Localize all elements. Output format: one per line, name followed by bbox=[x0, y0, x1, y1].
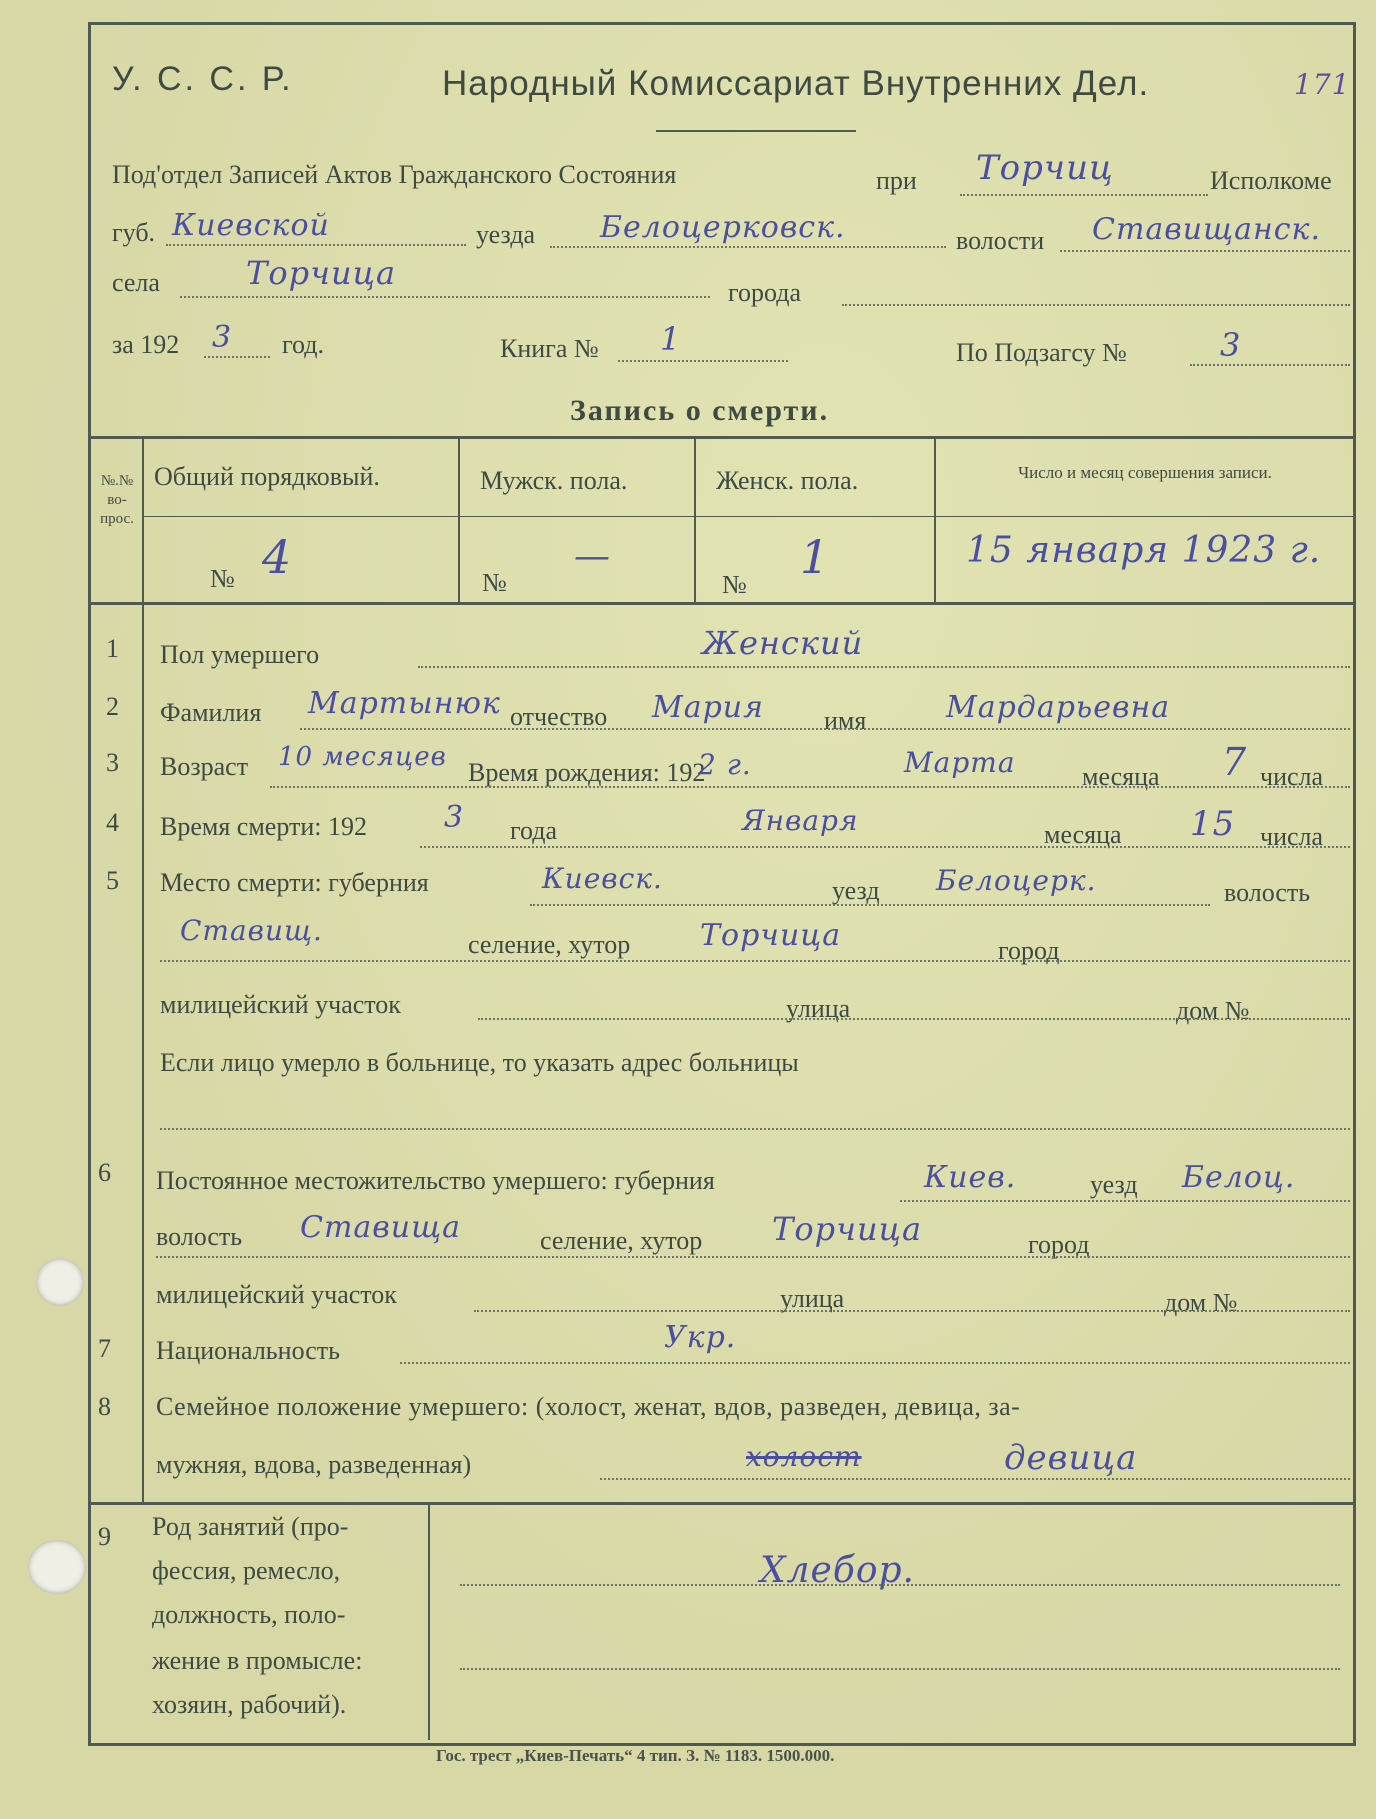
row-4-death-year: 3 bbox=[444, 800, 465, 835]
uezd-dotted-line bbox=[550, 246, 946, 248]
male-value: — bbox=[574, 536, 611, 577]
row-6-volost-label: волость bbox=[156, 1222, 243, 1251]
row-5-uezd-value: Белоцерк. bbox=[936, 864, 1097, 897]
row-2-name-label: имя bbox=[824, 706, 867, 735]
row-5-volost-value: Ставищ. bbox=[180, 914, 323, 947]
row-2-otch-value: Мария bbox=[652, 690, 764, 725]
selo-label: села bbox=[112, 268, 160, 297]
col-female-header: Женск. пола. bbox=[716, 466, 859, 495]
row-9-label-l2: фессия, ремесло, bbox=[152, 1556, 341, 1585]
row-5-hospital-label: Если лицо умерло в больнице, то указать адрес больницы bbox=[160, 1048, 799, 1077]
row-6-dotted-line-1 bbox=[900, 1200, 1350, 1202]
table-col-divider-3 bbox=[694, 436, 696, 602]
table-header-divider bbox=[144, 516, 1353, 517]
row-1-dotted-line bbox=[418, 666, 1350, 668]
gub-dotted-line bbox=[166, 244, 466, 246]
subregister-value: 3 bbox=[1220, 326, 1242, 364]
row-3-day-label: числа bbox=[1260, 762, 1324, 791]
row-6-number: 6 bbox=[98, 1158, 111, 1187]
row-6-volost-value: Ставища bbox=[300, 1210, 461, 1245]
gub-label: губ. bbox=[112, 218, 156, 247]
row-4-dotted-line bbox=[420, 846, 1350, 848]
row-5-selo-label: селение, хутор bbox=[468, 930, 631, 959]
female-value: 1 bbox=[800, 530, 831, 584]
female-no-prefix: № bbox=[722, 570, 747, 599]
row-4-label: Время смерти: 192 bbox=[160, 812, 367, 841]
row-4-month-label: месяца bbox=[1044, 820, 1122, 849]
row-2-name-value: Мардарьевна bbox=[946, 690, 1171, 725]
commissariat-title: Народный Комиссариат Внутренних Дел. bbox=[442, 64, 1150, 103]
row-8-value: девица bbox=[1004, 1438, 1138, 1478]
row-9-label-l3: должность, поло- bbox=[152, 1600, 346, 1629]
row-9-number: 9 bbox=[98, 1522, 111, 1551]
row-6-gub-value: Киев. bbox=[924, 1160, 1017, 1195]
row-3-month-label: месяца bbox=[1082, 762, 1160, 791]
general-value: 4 bbox=[262, 530, 293, 584]
row-5-uezd-label: уезд bbox=[832, 876, 880, 905]
gub-value: Киевской bbox=[172, 208, 330, 243]
row-6-house-label: дом № bbox=[1164, 1288, 1238, 1317]
row-6-street-label: улица bbox=[780, 1284, 845, 1313]
punch-hole-bottom bbox=[28, 1540, 86, 1594]
row-3-number: 3 bbox=[106, 748, 119, 777]
row-7-value: Укр. bbox=[664, 1320, 737, 1355]
table-col-divider-4 bbox=[934, 436, 936, 602]
row-6-uezd-label: уезд bbox=[1090, 1170, 1138, 1199]
row-9-dotted-line-1 bbox=[460, 1584, 1340, 1586]
row-7-label: Национальность bbox=[156, 1336, 340, 1365]
col-date-header: Число и месяц совершения записи. bbox=[1018, 463, 1272, 482]
row-2-family-label: Фамилия bbox=[160, 698, 262, 727]
row-9-top-line bbox=[91, 1502, 1353, 1505]
row-2-number: 2 bbox=[106, 692, 119, 721]
office-label-suffix: Исполкоме bbox=[1210, 166, 1332, 195]
book-dotted-line bbox=[618, 360, 788, 362]
office-dotted-line bbox=[960, 194, 1208, 196]
row-number-column-line bbox=[142, 602, 144, 1502]
row-2-dotted-line bbox=[300, 728, 1350, 730]
date-value: 15 января 1923 г. bbox=[966, 530, 1322, 571]
row-4-death-month: Января bbox=[742, 804, 859, 837]
subregister-dotted-line bbox=[1190, 364, 1350, 366]
general-no-prefix: № bbox=[210, 564, 235, 593]
row-4-number: 4 bbox=[106, 808, 119, 837]
row-3-birth-label: Время рождения: 192 bbox=[468, 758, 706, 787]
row-7-number: 7 bbox=[98, 1334, 111, 1363]
male-no-prefix: № bbox=[482, 568, 507, 597]
row-8-struck-value: холост bbox=[746, 1440, 862, 1473]
row-9-label-l5: хозяин, рабочий). bbox=[152, 1690, 347, 1719]
office-label-pri: при bbox=[876, 166, 917, 195]
row-1-value: Женский bbox=[702, 624, 864, 662]
uezd-label: уезда bbox=[476, 220, 536, 249]
row-6-gorod-label: город bbox=[1028, 1230, 1090, 1259]
year-dotted-line bbox=[204, 356, 270, 358]
republic-label: У. С. С. Р. bbox=[112, 60, 294, 98]
subregister-label: По Подзагсу № bbox=[956, 338, 1127, 367]
row-3-birth-year: 2 г. bbox=[698, 748, 752, 781]
row-6-militia-label: милицейский участок bbox=[156, 1280, 397, 1309]
page-number: 171 bbox=[1294, 68, 1351, 101]
row-5-hospital-dotted-line bbox=[160, 1128, 1350, 1130]
row-4-day-label: числа bbox=[1260, 822, 1324, 851]
punch-hole-top bbox=[36, 1258, 84, 1306]
row-8-label-line2: мужняя, вдова, разведенная) bbox=[156, 1450, 472, 1479]
row-3-age-value: 10 месяцев bbox=[278, 742, 447, 772]
row-3-birth-month: Марта bbox=[904, 746, 1016, 779]
row-8-number: 8 bbox=[98, 1392, 111, 1421]
selo-dotted-line bbox=[180, 296, 710, 298]
record-title: Запись о смерти. bbox=[570, 394, 830, 427]
row-5-house-label: дом № bbox=[1176, 996, 1250, 1025]
row-5-selo-value: Торчица bbox=[700, 918, 842, 953]
row-5-volost-label: волость bbox=[1224, 878, 1311, 907]
row-6-selo-value: Торчица bbox=[772, 1210, 923, 1248]
row-1-number: 1 bbox=[106, 634, 119, 663]
volost-label: волости bbox=[956, 226, 1045, 255]
gorod-label: города bbox=[728, 278, 802, 307]
row-5-street-label: улица bbox=[786, 994, 851, 1023]
row-5-gorod-label: город bbox=[998, 936, 1060, 965]
row-6-dotted-line-3 bbox=[474, 1310, 1350, 1312]
year-value: 3 bbox=[212, 320, 233, 355]
row-6-uezd-value: Белоц. bbox=[1182, 1160, 1296, 1195]
row-5-label: Место смерти: губерния bbox=[160, 868, 429, 897]
row-9-label-l4: жение в промысле: bbox=[152, 1646, 363, 1675]
row-5-gub-value: Киевск. bbox=[542, 862, 663, 895]
row-3-birth-day: 7 bbox=[1222, 740, 1248, 784]
row-2-family-value: Мартынюк bbox=[308, 686, 501, 721]
year-label: за 192 bbox=[112, 330, 180, 359]
row-9-dotted-line-2 bbox=[460, 1668, 1340, 1670]
row-2-otch-label: отчество bbox=[510, 702, 608, 731]
row-5-dotted-line-1 bbox=[530, 904, 1210, 906]
selo-value: Торчица bbox=[246, 254, 397, 292]
row-3-label: Возраст bbox=[160, 752, 249, 781]
table-bottom-line bbox=[91, 602, 1353, 605]
row-6-selo-label: селение, хутор bbox=[540, 1226, 703, 1255]
row-4-year-label: года bbox=[510, 816, 558, 845]
row-9-value: Хлебор. bbox=[760, 1550, 915, 1591]
row-5-dotted-line-3 bbox=[478, 1018, 1350, 1020]
row-5-militia-label: милицейский участок bbox=[160, 990, 401, 1019]
row-6-dotted-line-2 bbox=[156, 1256, 1350, 1258]
table-col-divider-2 bbox=[458, 436, 460, 602]
volost-value: Ставищанск. bbox=[1092, 212, 1321, 247]
book-label: Книга № bbox=[500, 334, 599, 363]
printer-footer: Гос. трест „Киев-Печать“ 4 тип. З. № 1183. 1500.000. bbox=[436, 1746, 835, 1765]
row-8-label-line1: Семейное положение умершего: (холост, женат, вдов, разведен, девица, за- bbox=[156, 1392, 1021, 1421]
row-9-label-l1: Род занятий (про- bbox=[152, 1512, 349, 1541]
row-9-label-divider bbox=[428, 1502, 430, 1740]
year-suffix: год. bbox=[282, 330, 324, 359]
volost-dotted-line bbox=[1060, 250, 1350, 252]
header-underline bbox=[656, 130, 856, 132]
col-male-header: Мужск. пола. bbox=[480, 466, 628, 495]
row-4-death-day: 15 bbox=[1190, 804, 1236, 844]
table-col-divider-1 bbox=[142, 436, 144, 602]
uezd-value: Белоцерковск. bbox=[600, 210, 846, 245]
col-num-header: №.№ во-прос. bbox=[100, 473, 134, 527]
row-5-number: 5 bbox=[106, 866, 119, 895]
gorod-dotted-line bbox=[842, 304, 1350, 306]
row-8-dotted-line bbox=[600, 1478, 1350, 1480]
row-1-label: Пол умершего bbox=[160, 640, 320, 669]
office-label-prefix: Под'отдел Записей Актов Гражданского Состояния bbox=[112, 160, 677, 189]
row-3-dotted-line bbox=[270, 786, 1350, 788]
book-value: 1 bbox=[660, 320, 682, 358]
col-general-header: Общий порядковый. bbox=[154, 462, 380, 491]
row-6-label: Постоянное местожительство умершего: губерния bbox=[156, 1166, 715, 1195]
table-top-line bbox=[91, 436, 1353, 439]
office-ispolkom-value: Торчиц bbox=[976, 148, 1114, 188]
row-7-dotted-line bbox=[400, 1362, 1350, 1364]
row-5-dotted-line-2 bbox=[160, 960, 1350, 962]
